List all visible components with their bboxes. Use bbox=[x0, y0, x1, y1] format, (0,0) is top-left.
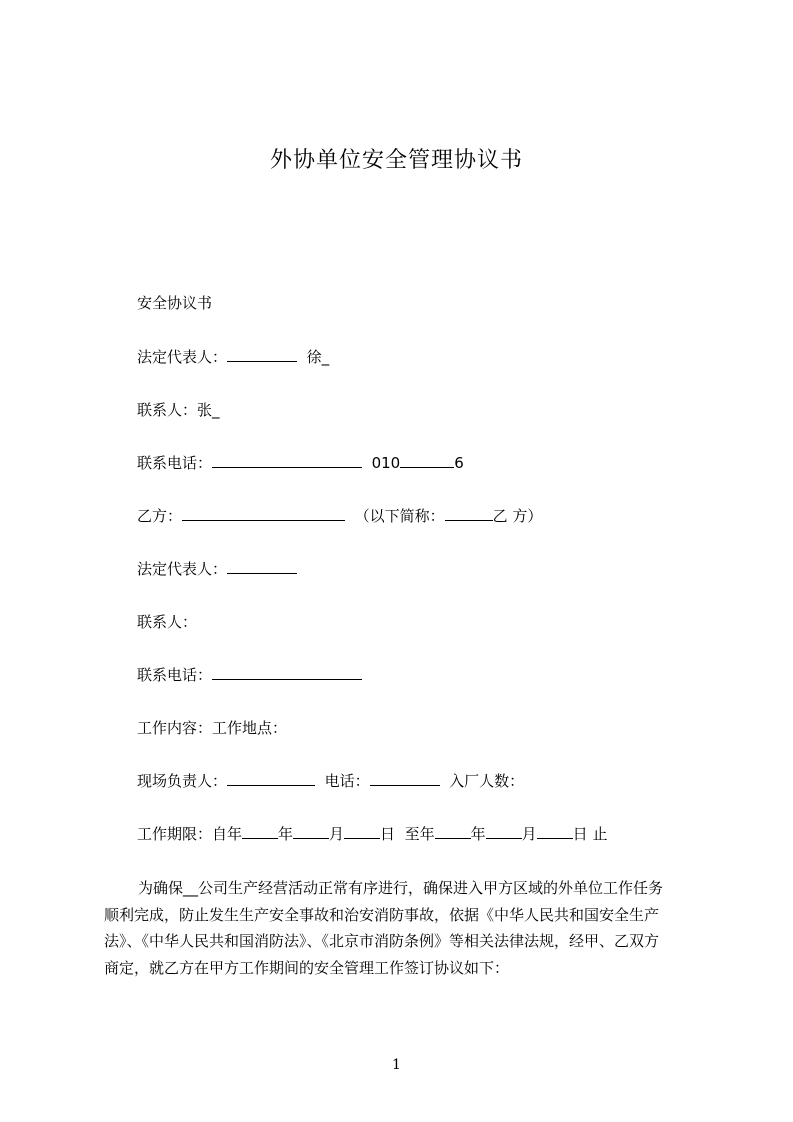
manager-blank bbox=[227, 770, 315, 786]
party-b-blank bbox=[182, 505, 345, 521]
party-a-phone-prefix: 010 bbox=[371, 454, 401, 472]
party-b-abbr-open: （以下简称： bbox=[354, 507, 445, 525]
manager-label: 现场负责人： bbox=[137, 772, 228, 790]
document-title: 外协单位安全管理协议书 bbox=[269, 148, 523, 173]
party-b-phone-blank bbox=[212, 664, 362, 680]
party-a-rep-blank bbox=[227, 346, 297, 362]
tel-blank bbox=[370, 770, 440, 786]
party-b-contact-line bbox=[137, 611, 197, 632]
party-a-rep-label: 法定代表人： bbox=[137, 348, 228, 366]
paragraph-line: 顺利完成，防止发生生产安全事故和治安消防事故，依据《中华人民共和国安全生产 bbox=[104, 905, 660, 924]
period-to-year: 至年 bbox=[404, 825, 435, 843]
work-location-label: 工作地点： bbox=[212, 719, 288, 737]
work-content-label: 工作内容： bbox=[137, 719, 213, 737]
period-month-1: 月 bbox=[329, 825, 345, 843]
party-b-line bbox=[137, 505, 542, 526]
party-a-phone-label: 联系电话： bbox=[137, 454, 213, 472]
period-year-1: 年 bbox=[278, 825, 294, 843]
paragraph-line: 法》、《中华人民共和国消防法》、《北京市消防条例》等相关法律法规，经甲、乙双方 bbox=[104, 932, 660, 950]
party-a-rep-value: 徐_ bbox=[306, 348, 330, 366]
period-blank-2 bbox=[293, 823, 329, 839]
party-b-rep-label: 法定代表人： bbox=[137, 560, 228, 578]
party-b-phone-line bbox=[137, 664, 362, 685]
period-blank-1 bbox=[242, 823, 278, 839]
party-b-abbr-value: 乙 方） bbox=[492, 507, 543, 525]
party-a-phone-blank bbox=[212, 452, 362, 468]
party-a-phone-suffix: 6 bbox=[454, 454, 464, 472]
party-a-phone-mid-blank bbox=[400, 452, 454, 468]
period-blank-5 bbox=[486, 823, 522, 839]
period-blank-6 bbox=[537, 823, 573, 839]
party-b-rep-line bbox=[137, 558, 297, 579]
work-content-line bbox=[137, 717, 287, 738]
party-b-abbr-blank bbox=[445, 505, 493, 521]
paragraph-line: 商定，就乙方在甲方工作期间的安全管理工作签订协议如下： bbox=[104, 958, 510, 977]
headcount-label: 入厂人数： bbox=[449, 772, 525, 790]
period-year-2: 年 bbox=[470, 825, 486, 843]
intro-paragraph bbox=[104, 875, 704, 981]
party-a-phone-line bbox=[137, 452, 464, 473]
manager-line bbox=[137, 770, 524, 791]
period-day-1: 日 bbox=[380, 825, 396, 843]
tel-label: 电话： bbox=[324, 772, 370, 790]
period-blank-4 bbox=[435, 823, 471, 839]
party-b-label: 乙方： bbox=[137, 507, 183, 525]
page-number: 1 bbox=[392, 1057, 401, 1073]
party-a-contact-value: 张_ bbox=[197, 401, 220, 419]
party-a-rep-line bbox=[137, 346, 329, 367]
period-line bbox=[137, 823, 607, 844]
paragraph-line: 为确保__公司生产经营活动正常有序进行，确保进入甲方区域的外单位工作任务 bbox=[138, 879, 664, 897]
period-day-2: 日 bbox=[572, 825, 588, 843]
party-a-contact-line bbox=[137, 399, 220, 420]
party-b-contact-label: 联系人： bbox=[137, 613, 198, 631]
period-end: 止 bbox=[592, 825, 608, 843]
subtitle: 安全协议书 bbox=[137, 294, 213, 312]
party-b-phone-label: 联系电话： bbox=[137, 666, 213, 684]
period-month-2: 月 bbox=[521, 825, 537, 843]
party-a-contact-label: 联系人： bbox=[137, 401, 198, 419]
period-label: 工作期限：自年 bbox=[137, 825, 243, 843]
party-b-rep-blank bbox=[227, 558, 297, 574]
period-blank-3 bbox=[344, 823, 380, 839]
